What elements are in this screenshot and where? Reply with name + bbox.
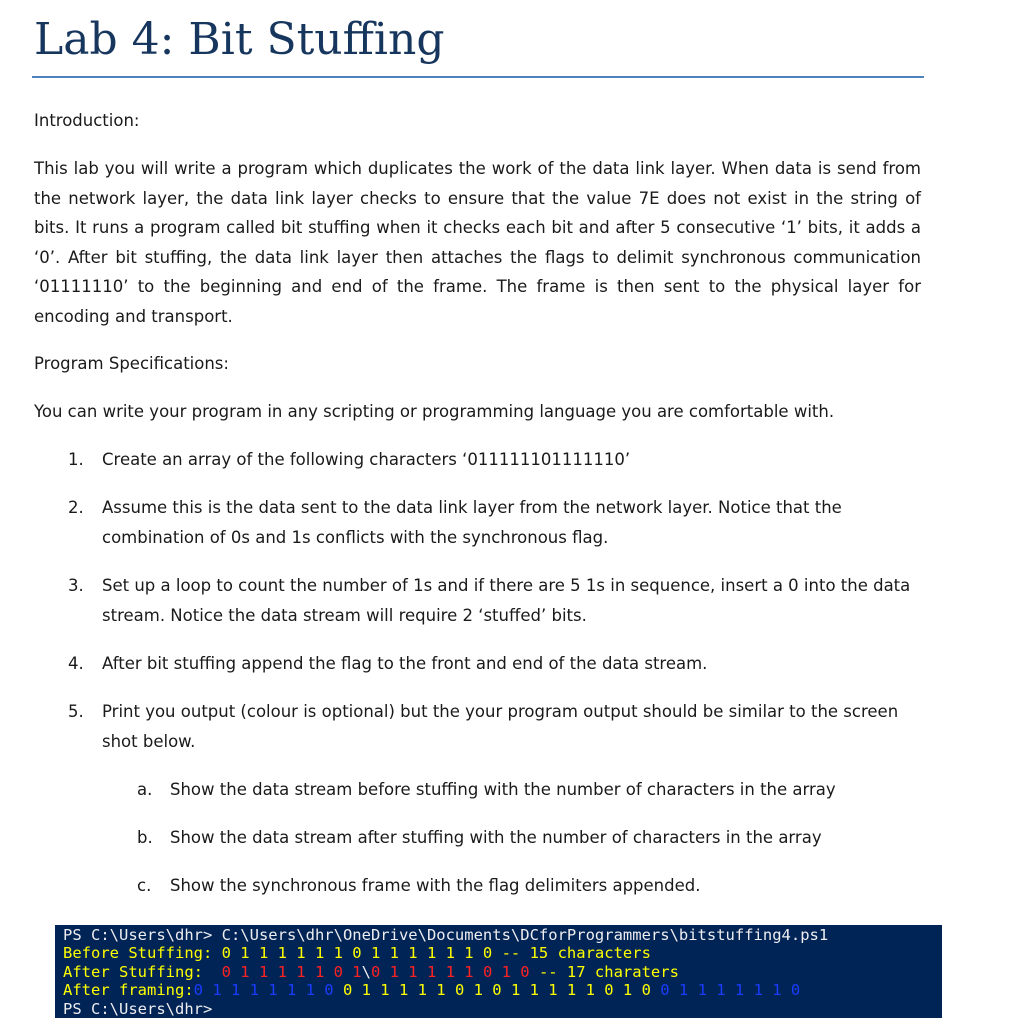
list-letter: b. [137,828,153,847]
console-line-command [63,926,942,944]
list-letter: c. [137,876,152,895]
stuffed-bit-marker: \ [361,962,371,981]
flag-start: 0 1 1 1 1 1 1 0 [193,981,334,1000]
page-title: Lab 4: Bit Stuffing [34,14,445,65]
console-prompt: PS C:\Users\dhr> [63,926,222,944]
list-number: 2. [68,498,84,517]
console-line-framing [63,981,942,999]
list-text: Create an array of the following characters ‘011111101111110’ [102,450,631,469]
console-command: C:\Users\dhr\OneDrive\Documents\DCforProgrammers\bitstuffing4.ps1 [221,926,829,944]
spec-heading: Program Specifications: [34,354,229,373]
list-text: Show the data stream after stuffing with the number of characters in the array [170,828,822,847]
before-label: Before Stuffing: [63,944,222,963]
list-text: Show the data stream before stuffing with the number of characters in the array [170,780,836,799]
after-label: After Stuffing: [63,962,222,981]
list-text: Set up a loop to count the number of 1s and if there are 5 1s in sequence, insert a 0 into the data stream. Notice the data stream will require 2 ‘stuffed’ bits. [102,576,911,625]
framing-label: After framing: [63,981,194,1000]
list-text: Print you output (colour is optional) but the your program output should be similar to the screen shot below. [102,702,899,751]
intro-heading: Introduction: [34,111,140,130]
before-count: -- 15 characters [492,944,651,963]
after-bits-part2: 0 1 1 1 1 1 0 1 0 [370,962,530,981]
list-number: 4. [68,654,84,673]
list-number: 3. [68,576,84,595]
list-number: 1. [68,450,84,469]
intro-paragraph: This lab you will write a program which duplicates the work of the data link layer. When data is send from the network layer, the data link layer checks to ensure that the value 7E does not exist in the string of bits. It runs a program called bit stuffing when it checks each bit and after 5 consecutive ‘1’ bits, it adds a ‘0’. After bit stuffing, the data link layer then attaches the flags to delimit synchronous communication ‘01111110’ to the beginning and end of the frame. The frame is then sent to the physical layer for encoding and transport. [34,159,921,326]
spec-intro: You can write your program in any scripting or programming language you are comfortable with. [34,402,835,421]
list-text: Assume this is the data sent to the data link layer from the network layer. Notice that the combination of 0s and 1s conflicts with the synchronous flag. [102,498,842,547]
list-letter: a. [137,780,153,799]
title-divider [32,76,924,78]
frame-bits: 0 1 1 1 1 1 0 1 0 1 1 1 1 1 0 1 0 [333,981,661,1000]
list-text: Show the synchronous frame with the flag delimiters appended. [170,876,701,895]
after-bits-part1: 0 1 1 1 1 1 0 1 [221,962,362,981]
after-count: -- 17 charaters [529,962,679,981]
list-text: After bit stuffing append the flag to the front and end of the data stream. [102,654,708,673]
flag-end: 0 1 1 1 1 1 1 0 [660,981,801,1000]
console-line-before [63,944,942,962]
before-bits: 0 1 1 1 1 1 1 0 1 1 1 1 1 1 0 [221,944,493,963]
console-line-after [63,963,942,981]
console-prompt: PS C:\Users\dhr> [63,999,213,1018]
list-number: 5. [68,702,84,721]
console-line-prompt[interactable] [63,1000,942,1018]
powershell-console [55,925,942,1018]
